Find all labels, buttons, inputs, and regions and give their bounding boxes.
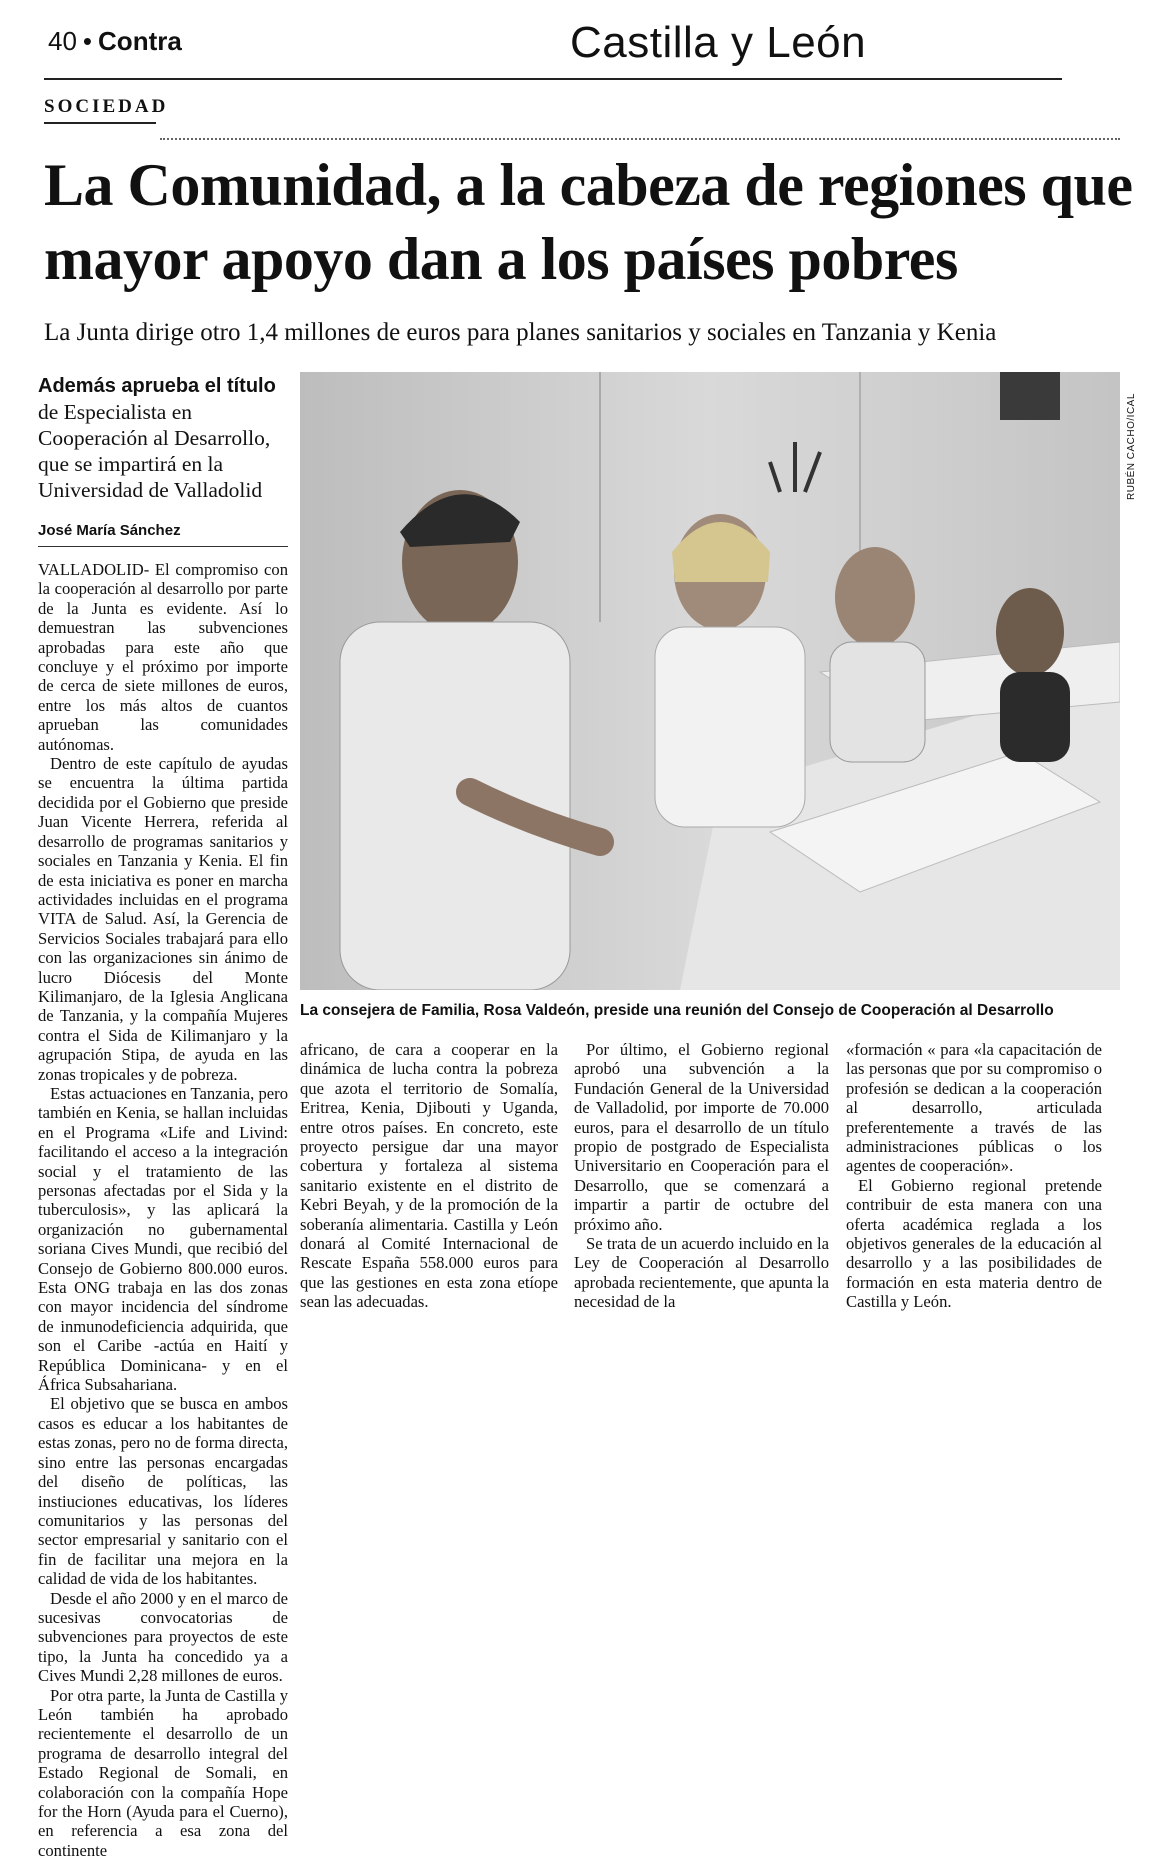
paragraph: «formación « para «la capacitación de las personas que por su compromiso o profesión se dedican a la cooperación al desarrollo, articulada preferentemente a través de las administraciones públicas o los agentes de cooperación».: [846, 1040, 1102, 1176]
paragraph: Dentro de este capítulo de ayudas se encuentra la última partida decidida por el Gobierno que preside Juan Vicente Herrera, referida al desarrollo de programas sanitarios y sociales en Tanzania y Kenia. El fin de esta iniciativa es poner en marcha actividades incluidas en el programa VITA de Salud. Así, la Gerencia de Servicios Sociales trabajará para ello con las organizaciones sin ánimo de lucro Diócesis del Monte Kilimanjaro, de la Iglesia Anglicana de Tanzania, y la compañía Mujeres contra el Sida de Kilimanjaro y la agrupación Stipa, de ayuda en las zonas tropicales y de pobreza.: [38, 754, 288, 1084]
paragraph: El objetivo que se busca en ambos casos es educar a los habitantes de estas zonas, pero no de forma directa, sino entre las personas encargadas del diseño de políticas, las instiuciones educativas, los líderes comunitarios y las personas del sector empresarial y sanitario con el fin de facilitar una mejora en la calidad de vida de los habitantes.: [38, 1394, 288, 1589]
body-column-4: [846, 1040, 1102, 1312]
paragraph: Estas actuaciones en Tanzania, pero también en Kenia, se hallan incluidas en el Programa «Life and Livind: facilitando el acceso a la integración social y el tratamiento de las personas afectadas por el Sida y la tuberculosis», y las aplicará la organización no gubernamental soriana Cives Mundi, que recibió del Consejo de Gobierno 800.000 euros. Esta ONG trabaja en las dos zonas con mayor incidencia del síndrome de inmunodeficiencia adquirida, que son el Caribe -actúa en Haití y República Dominicana- y en el África Subsahariana.: [38, 1083, 288, 1395]
page-number: 40: [48, 26, 77, 56]
paragraph: Por último, el Gobierno regional aprobó una subvención a la Fundación General de la Universidad de Valladolid, por importe de 70.000 euros, para el desarrollo de un título propio de postgrado de Especialista Universitario en Cooperación para el Desarrollo, que se comenzará a impartir a partir de octubre del próximo año.: [574, 1040, 829, 1234]
byline: José María Sánchez: [38, 522, 181, 539]
bullet-separator: •: [82, 26, 93, 56]
headline: La Comunidad, a la cabeza de regiones que mayor apoyo dan a los países pobres: [44, 152, 1133, 292]
paragraph: Se trata de un acuerdo incluido en la Ley de Cooperación al Desarrollo aprobada recientemente, que apunta la necesidad de la: [574, 1234, 829, 1312]
paragraph: El Gobierno regional pretende contribuir de esta manera con una oferta académica reglada a los objetivos generales de la educación al desarrollo y a las posibilidades de formación en esta materia dentro de Castilla y León.: [846, 1175, 1102, 1312]
paragraph: VALLADOLID- El compromiso con la cooperación al desarrollo por parte de la Junta es evidente. Así lo demuestran las subvenciones aprobadas para este año que concluye y el próximo por importe de cerca de siete millones de euros, entre los más altos de cuantos aprueban las comunidades autónomas.: [38, 560, 288, 754]
photo-caption: La consejera de Familia, Rosa Valdeón, preside una reunión del Consejo de Cooperación al Desarrollo: [300, 1002, 1054, 1019]
body-column-2: [300, 1040, 558, 1312]
kicker-bold: Además aprueba el título: [38, 375, 276, 397]
subheadline: La Junta dirige otro 1,4 millones de euros para planes sanitarios y sociales en Tanzania y Kenia: [44, 319, 997, 346]
page-header-left: [48, 26, 182, 57]
photo-credit: RUBÉN CACHO/ICAL: [1126, 393, 1137, 500]
section-label: Contra: [98, 26, 182, 56]
category-label: SOCIEDAD: [44, 96, 169, 117]
paragraph: africano, de cara a cooperar en la dinámica de lucha contra la pobreza que azota el territorio de Somalía, Eritrea, Kenia, Djibouti y Uganda, entre otros países. En concreto, este proyecto persigue dar una mayor cobertura y fortaleza al sistema sanitario existente en el distrito de Kebri Beyah, y de la promoción de la soberanía alimentaria. Castilla y León donará al Comité Internacional de Rescate España 558.000 euros para que las gestiones en esta zona etíope sean las adecuadas.: [300, 1040, 558, 1312]
paragraph: Por otra parte, la Junta de Castilla y León también ha aprobado recientemente el desarrollo de un programa de desarrollo integral del Estado Regional de Somali, en colaboración con la compañía Hope for the Horn (Ayuda para el Cuerno), en referencia a esa zona del continente: [38, 1685, 288, 1860]
byline-rule: [38, 546, 288, 547]
header-rule: [44, 78, 1062, 80]
region-title: Castilla y León: [570, 18, 867, 67]
kicker-rest: de Especialista en Cooperación al Desarrollo, que se impartirá en la Universidad de Valladolid: [38, 400, 271, 502]
category-underline: [44, 122, 156, 124]
news-photo: [300, 372, 1120, 990]
kicker: [38, 372, 288, 503]
paragraph: Desde el año 2000 y en el marco de sucesivas convocatorias de subvenciones para proyectos de este tipo, la Junta ha concedido ya a Cives Mundi 2,28 millones de euros.: [38, 1588, 288, 1686]
dotted-divider: [160, 138, 1120, 140]
body-column-1: [38, 560, 288, 1860]
body-column-3: [574, 1040, 829, 1312]
